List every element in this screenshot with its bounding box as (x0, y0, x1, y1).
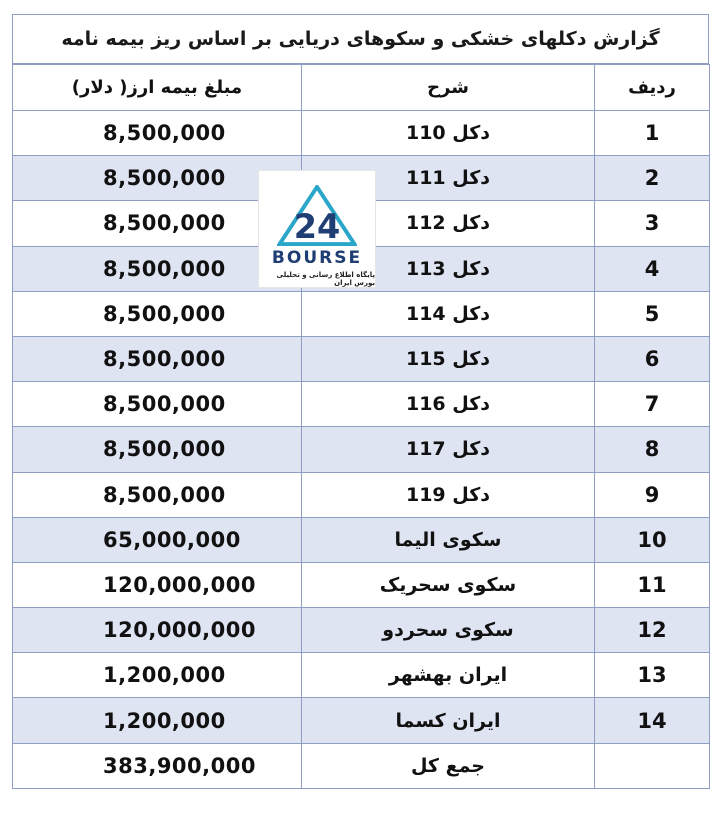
row-amount: 8,500,000 (13, 291, 302, 336)
total-amount: 383,900,000 (13, 743, 302, 788)
row-amount: 1,200,000 (13, 698, 302, 743)
row-number: 4 (595, 246, 710, 291)
row-number: 2 (595, 156, 710, 201)
row-number: 6 (595, 336, 710, 381)
row-amount: 8,500,000 (13, 472, 302, 517)
logo-tagline: پایگاه اطلاع رسانی و تحلیلی بورس ایران (276, 271, 375, 287)
row-amount: 1,200,000 (13, 653, 302, 698)
row-description: سکوی الیما (302, 517, 595, 562)
row-number: 5 (595, 291, 710, 336)
row-description: سکوی سحریک (302, 562, 595, 607)
table-row (13, 382, 710, 427)
row-amount: 8,500,000 (13, 201, 302, 246)
table-row (13, 427, 710, 472)
total-label: جمع کل (302, 743, 595, 788)
row-description: دکل 111 (302, 156, 595, 201)
table-row (13, 653, 710, 698)
row-amount: 8,500,000 (13, 382, 302, 427)
table-row (13, 517, 710, 562)
row-amount: 8,500,000 (13, 336, 302, 381)
table-row (13, 111, 710, 156)
row-number: 12 (595, 608, 710, 653)
row-amount: 120,000,000 (13, 562, 302, 607)
row-description: دکل 117 (302, 427, 595, 472)
row-amount: 8,500,000 (13, 427, 302, 472)
row-number: 1 (595, 111, 710, 156)
bourse-logo (258, 170, 376, 288)
row-number: 14 (595, 698, 710, 743)
logo-number: 24 (293, 207, 341, 246)
row-description: دکل 112 (302, 201, 595, 246)
total-row-number (595, 743, 710, 788)
table-header-row (13, 65, 710, 111)
row-amount: 120,000,000 (13, 608, 302, 653)
row-amount: 65,000,000 (13, 517, 302, 562)
table-row (13, 336, 710, 381)
row-amount: 8,500,000 (13, 156, 302, 201)
row-amount: 8,500,000 (13, 246, 302, 291)
row-description: سکوی سحردو (302, 608, 595, 653)
table-row (13, 698, 710, 743)
total-row (13, 743, 710, 788)
row-description: دکل 115 (302, 336, 595, 381)
report-title: گزارش دکلهای خشکی و سکوهای دریایی بر اساس ریز بیمه نامه (12, 14, 709, 64)
row-description: دکل 110 (302, 111, 595, 156)
logo-24-icon (277, 185, 357, 246)
row-number: 7 (595, 382, 710, 427)
row-description: دکل 113 (302, 246, 595, 291)
row-number: 8 (595, 427, 710, 472)
row-number: 10 (595, 517, 710, 562)
table-row (13, 291, 710, 336)
row-number: 3 (595, 201, 710, 246)
row-amount: 8,500,000 (13, 111, 302, 156)
header-amount: مبلغ بیمه ارز( دلار) (13, 65, 302, 111)
row-description: ایران بهشهر (302, 653, 595, 698)
row-number: 9 (595, 472, 710, 517)
table-row (13, 608, 710, 653)
insurance-report (12, 14, 709, 798)
row-number: 11 (595, 562, 710, 607)
row-description: دکل 119 (302, 472, 595, 517)
header-description: شرح (302, 65, 595, 111)
row-description: دکل 114 (302, 291, 595, 336)
header-row-number: ردیف (595, 65, 710, 111)
row-description: ایران کسما (302, 698, 595, 743)
row-description: دکل 116 (302, 382, 595, 427)
logo-brand: BOURSE (271, 248, 363, 268)
row-number: 13 (595, 653, 710, 698)
table-row (13, 472, 710, 517)
table-row (13, 562, 710, 607)
